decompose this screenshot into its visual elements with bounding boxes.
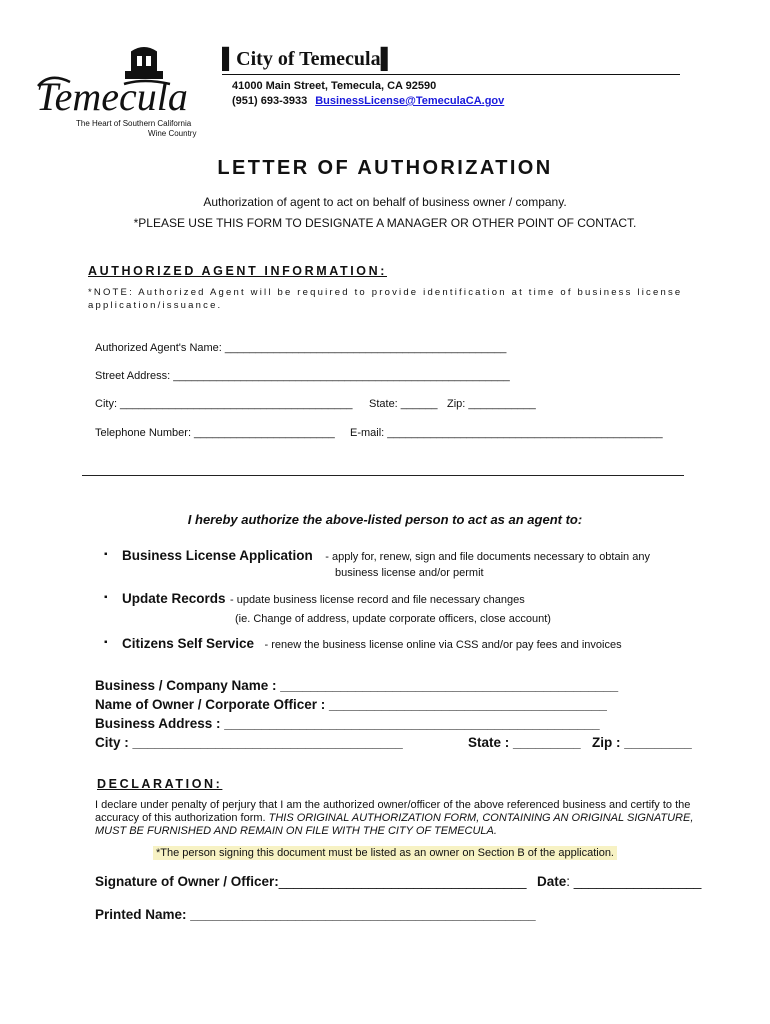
signature-label: Signature of Owner / Officer:	[95, 874, 279, 889]
declaration-plain: I declare under penalty of perjury that I am the authorized owner/officer of the above referenced business and certify to the accuracy of this authorization form.	[95, 799, 691, 824]
list-item-desc: - renew the business license online via CSS and/or pay fees and invoices	[264, 639, 622, 651]
section-divider	[82, 475, 684, 476]
list-item	[122, 635, 622, 653]
bullet-icon: ▪	[104, 592, 108, 603]
list-item-desc-2: business license and/or permit	[335, 567, 484, 579]
business-city-field[interactable]: City : ____________________________________	[95, 735, 403, 750]
telephone-field[interactable]: Telephone Number: _______________________	[95, 427, 335, 439]
document-title: LETTER OF AUTHORIZATION	[217, 157, 553, 179]
city-marker-left: ▌	[222, 48, 237, 70]
signature-field[interactable]	[95, 874, 527, 889]
city-logo	[30, 42, 200, 142]
owner-requirement-note	[0, 847, 770, 859]
city-marker-right: ▌	[380, 48, 395, 70]
header-rule	[222, 74, 680, 75]
list-item	[122, 547, 650, 565]
owner-name-field[interactable]: Name of Owner / Corporate Officer : _____________________________________	[95, 697, 607, 712]
subtitle-2: *PLEASE USE THIS FORM TO DESIGNATE A MANAGER OR OTHER POINT OF CONTACT.	[133, 216, 637, 230]
state-field[interactable]: State: ______	[369, 398, 438, 410]
date-field[interactable]	[537, 874, 701, 889]
declaration-heading: DECLARATION:	[97, 777, 223, 791]
city-name: City of Temecula	[236, 48, 381, 70]
logo-wordmark: Temecula	[36, 74, 188, 119]
email-field[interactable]: E-mail: _____________________________________________	[350, 427, 663, 439]
zip-field[interactable]: Zip: ___________	[447, 398, 536, 410]
list-item-desc: - apply for, renew, sign and file documents necessary to obtain any	[325, 551, 650, 563]
date-label: Date	[537, 874, 567, 889]
list-item-title: Citizens Self Service	[122, 636, 255, 651]
list-item-title: Business License Application	[122, 548, 313, 563]
company-name-field[interactable]: Business / Company Name : _____________________________________________	[95, 678, 619, 693]
business-state-field[interactable]: State : _________	[468, 735, 581, 750]
declaration-text	[95, 799, 695, 838]
highlight-text: *The person signing this document must be listed as an owner on Section B of the application.	[153, 846, 617, 860]
street-address-field[interactable]: Street Address: _______________________________________________________	[95, 370, 510, 382]
agent-name-field[interactable]: Authorized Agent's Name: ______________________________________________	[95, 342, 507, 354]
subtitle-1: Authorization of agent to act on behalf of business owner / company.	[203, 195, 567, 209]
city-title	[222, 48, 395, 71]
printed-name-field[interactable]: Printed Name: ______________________________________________	[95, 907, 536, 922]
agent-section-heading: AUTHORIZED AGENT INFORMATION:	[88, 264, 387, 278]
list-item	[122, 590, 525, 608]
list-item-title: Update Records	[122, 591, 226, 606]
city-phone: (951) 693-3933	[232, 95, 308, 107]
city-contact	[232, 95, 504, 107]
signature-line[interactable]: _________________________________	[278, 874, 527, 889]
logo-tagline-1: The Heart of Southern California	[76, 119, 192, 128]
business-zip-field[interactable]: Zip : _________	[592, 735, 692, 750]
city-field[interactable]: City: ______________________________________	[95, 398, 353, 410]
agent-note: *NOTE: Authorized Agent will be required to provide identification at time of business license application/issuance.	[88, 287, 683, 311]
bullet-icon: ▪	[104, 549, 108, 560]
list-item-desc: - update business license record and file necessary changes	[229, 594, 525, 606]
declaration-italic: THIS ORIGINAL AUTHORIZATION FORM, CONTAINING AN ORIGINAL SIGNATURE, MUST BE FURNISHED AND REMAIN ON FILE WITH THE CITY OF TEMECULA.	[95, 812, 694, 837]
bullet-icon: ▪	[104, 637, 108, 648]
list-item-desc-2: (ie. Change of address, update corporate officers, close account)	[235, 613, 551, 625]
authorize-heading: I hereby authorize the above-listed person to act as an agent to:	[187, 512, 583, 527]
logo-tagline-2: Wine Country	[148, 129, 197, 138]
business-address-field[interactable]: Business Address : __________________________________________________	[95, 716, 600, 731]
date-line[interactable]: : _________________	[566, 874, 702, 889]
email-link[interactable]: BusinessLicense@TemeculaCA.gov	[315, 95, 505, 107]
city-address: 41000 Main Street, Temecula, CA 92590	[232, 80, 437, 92]
